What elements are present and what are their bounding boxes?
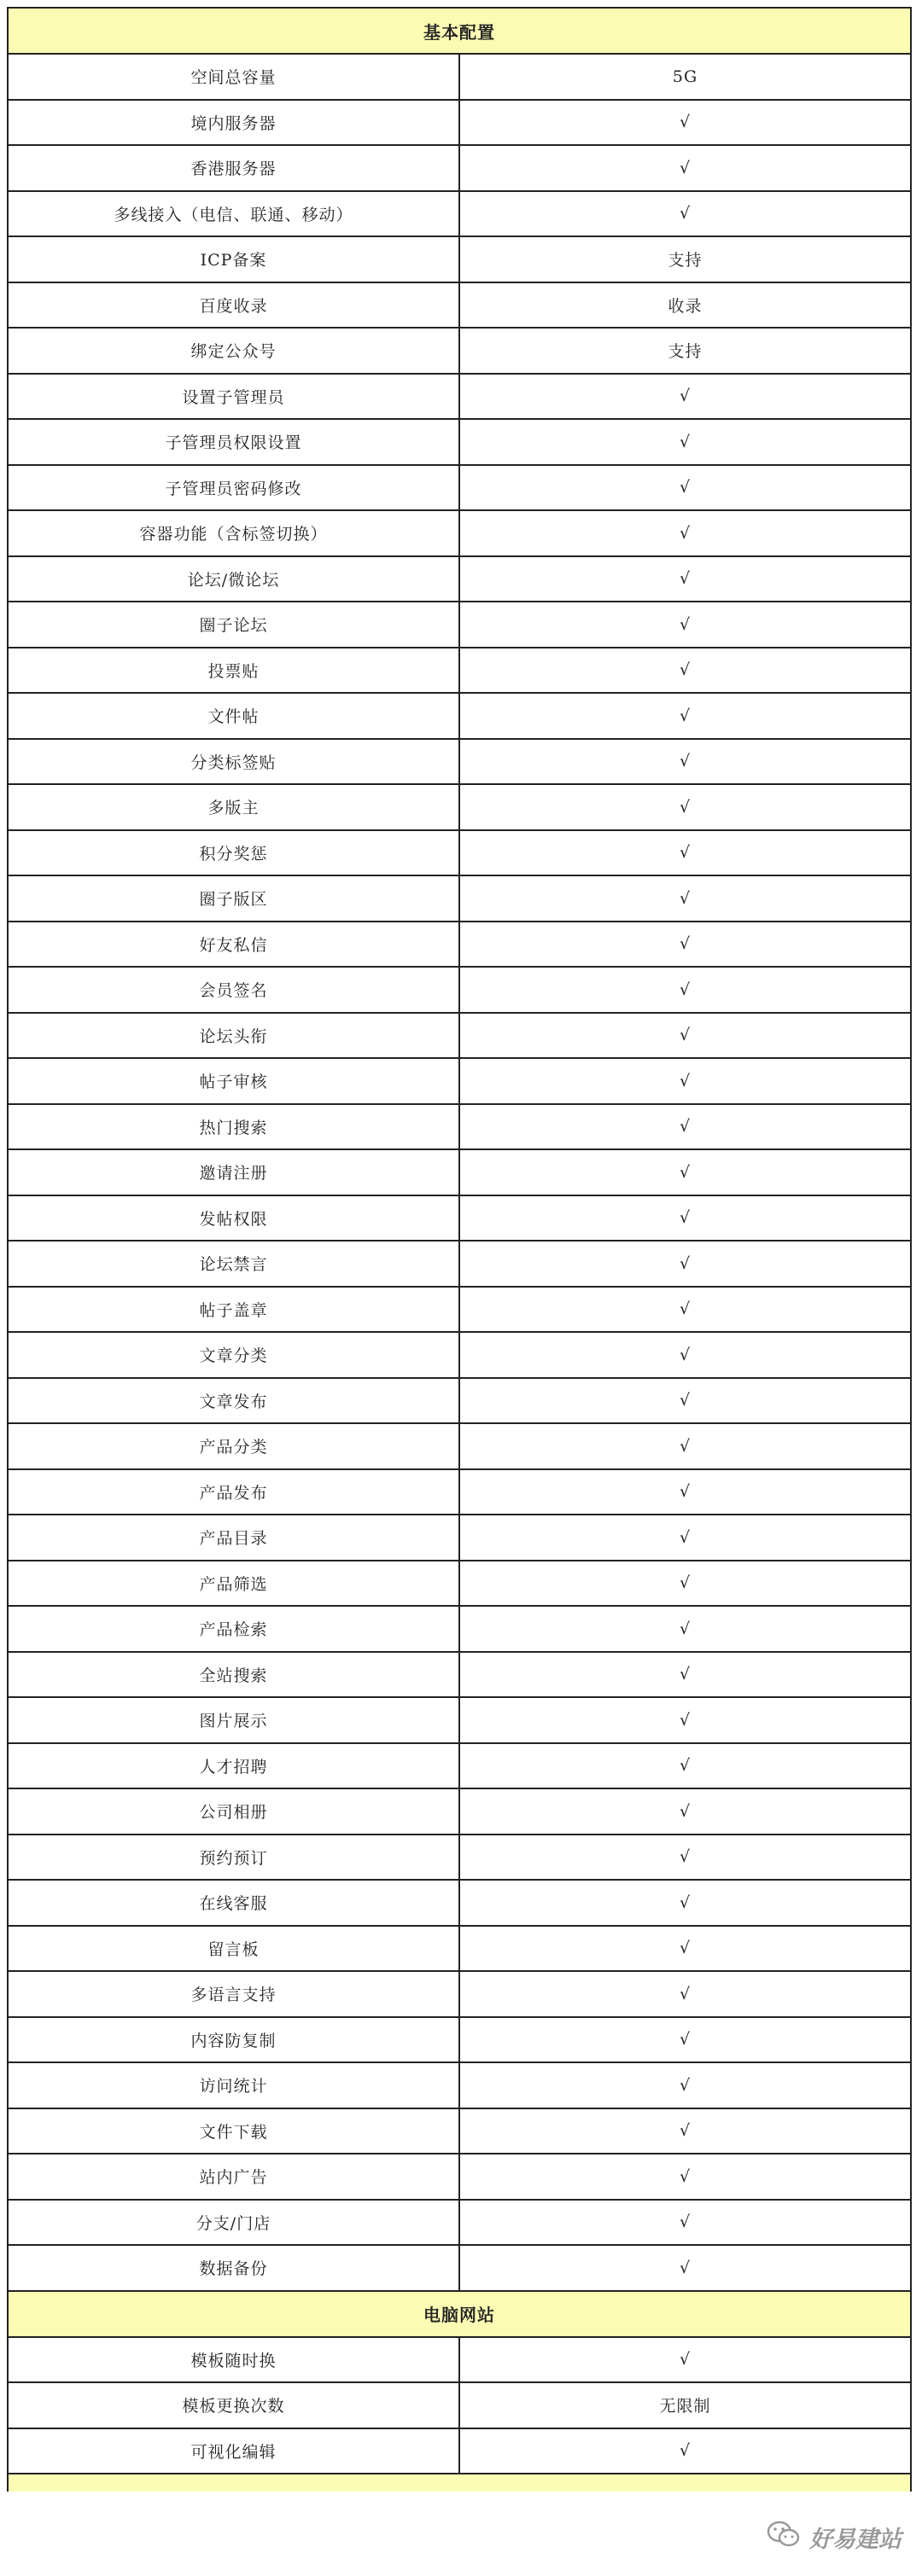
feature-label: 境内服务器 <box>8 100 459 146</box>
table-row <box>8 1058 911 1104</box>
feature-value: √ <box>459 1697 911 1743</box>
feature-value: √ <box>459 1561 911 1607</box>
feature-label: 文件帖 <box>8 693 459 739</box>
feature-value: √ <box>459 922 911 968</box>
feature-value: √ <box>459 1058 911 1104</box>
feature-value: √ <box>459 648 911 694</box>
feature-label: 百度收录 <box>8 282 459 329</box>
table-row <box>8 1561 911 1607</box>
table-row <box>8 1652 911 1698</box>
feature-value: √ <box>459 2154 911 2200</box>
feature-value: √ <box>459 1469 911 1515</box>
feature-label: 热门搜索 <box>8 1104 459 1150</box>
feature-label: 多语言支持 <box>8 1971 459 2017</box>
table-row <box>8 465 911 511</box>
feature-table-body <box>8 8 911 2492</box>
feature-value: √ <box>459 100 911 146</box>
feature-label: 访问统计 <box>8 2062 459 2108</box>
feature-label: 投票贴 <box>8 648 459 694</box>
feature-label: 香港服务器 <box>8 145 459 191</box>
feature-value: √ <box>459 145 911 191</box>
section-header-row <box>8 8 911 54</box>
spec-sheet <box>7 7 912 2492</box>
feature-value: 收录 <box>459 282 911 329</box>
table-row <box>8 1013 911 1059</box>
table-row <box>8 1423 911 1469</box>
table-row <box>8 693 911 739</box>
table-row <box>8 1880 911 1926</box>
table-row <box>8 1149 911 1195</box>
feature-value: √ <box>459 693 911 739</box>
feature-label: 会员签名 <box>8 967 459 1013</box>
feature-label: 帖子盖章 <box>8 1287 459 1333</box>
table-row <box>8 602 911 648</box>
table-row <box>8 967 911 1013</box>
feature-label: 多版主 <box>8 784 459 830</box>
feature-label: 预约预订 <box>8 1835 459 1881</box>
table-row <box>8 1606 911 1652</box>
table-row <box>8 328 911 374</box>
feature-label: 帖子审核 <box>8 1058 459 1104</box>
feature-value: √ <box>459 2200 911 2246</box>
feature-value: √ <box>459 1378 911 1424</box>
table-row <box>8 2200 911 2246</box>
table-row <box>8 419 911 465</box>
feature-value: √ <box>459 2337 911 2383</box>
feature-value: √ <box>459 1743 911 1789</box>
feature-value: √ <box>459 1515 911 1561</box>
table-row <box>8 374 911 420</box>
feature-value: √ <box>459 830 911 876</box>
table-row <box>8 2062 911 2108</box>
feature-label: 留言板 <box>8 1926 459 1972</box>
table-row <box>8 1971 911 2017</box>
table-row <box>8 1195 911 1241</box>
feature-label: 多线接入（电信、联通、移动） <box>8 191 459 237</box>
table-row <box>8 1287 911 1333</box>
wechat-icon <box>767 2521 801 2554</box>
table-row <box>8 1469 911 1515</box>
table-row <box>8 1743 911 1789</box>
feature-value: √ <box>459 1013 911 1059</box>
feature-label: 人才招聘 <box>8 1743 459 1789</box>
feature-label: 子管理员密码修改 <box>8 465 459 511</box>
table-row <box>8 2428 911 2474</box>
table-row <box>8 1378 911 1424</box>
feature-label: 全站搜索 <box>8 1652 459 1698</box>
section-title: 基本配置 <box>8 8 911 54</box>
table-row <box>8 2337 911 2383</box>
feature-value: √ <box>459 739 911 785</box>
table-row <box>8 510 911 556</box>
feature-value: √ <box>459 1788 911 1835</box>
feature-label: 好友私信 <box>8 922 459 968</box>
feature-value: √ <box>459 875 911 922</box>
table-row <box>8 191 911 237</box>
feature-label: 可视化编辑 <box>8 2428 459 2474</box>
table-row <box>8 145 911 191</box>
table-row <box>8 54 911 100</box>
feature-label: 子管理员权限设置 <box>8 419 459 465</box>
table-row <box>8 1926 911 1972</box>
feature-value: √ <box>459 2108 911 2154</box>
feature-label: 圈子论坛 <box>8 602 459 648</box>
feature-label: 在线客服 <box>8 1880 459 1926</box>
feature-label: 图片展示 <box>8 1697 459 1743</box>
feature-value: √ <box>459 2062 911 2108</box>
feature-label: 积分奖惩 <box>8 830 459 876</box>
feature-label: 模板随时换 <box>8 2337 459 2383</box>
table-row <box>8 236 911 282</box>
feature-label: 数据备份 <box>8 2245 459 2291</box>
table-row <box>8 556 911 602</box>
feature-value: √ <box>459 602 911 648</box>
feature-value: √ <box>459 1287 911 1333</box>
feature-value: √ <box>459 419 911 465</box>
feature-label: 产品分类 <box>8 1423 459 1469</box>
table-row <box>8 282 911 329</box>
feature-label: 邀请注册 <box>8 1149 459 1195</box>
table-row <box>8 2017 911 2063</box>
table-row <box>8 784 911 830</box>
feature-value: √ <box>459 2017 911 2063</box>
table-row <box>8 2382 911 2428</box>
feature-value: √ <box>459 967 911 1013</box>
table-row <box>8 1835 911 1881</box>
table-row <box>8 2154 911 2200</box>
feature-label: ICP备案 <box>8 236 459 282</box>
feature-value: √ <box>459 1149 911 1195</box>
feature-value: 支持 <box>459 236 911 282</box>
watermark <box>767 2521 902 2554</box>
table-row <box>8 1515 911 1561</box>
feature-label: 产品目录 <box>8 1515 459 1561</box>
feature-label: 论坛禁言 <box>8 1241 459 1287</box>
watermark-text: 好易建站 <box>809 2527 902 2553</box>
table-row <box>8 922 911 968</box>
section-header-row <box>8 2291 911 2337</box>
feature-label: 分类标签贴 <box>8 739 459 785</box>
table-row <box>8 875 911 922</box>
feature-label: 论坛头衔 <box>8 1013 459 1059</box>
table-row <box>8 1104 911 1150</box>
table-row <box>8 1788 911 1835</box>
feature-table <box>7 7 912 2492</box>
feature-value: √ <box>459 2428 911 2474</box>
feature-label: 产品检索 <box>8 1606 459 1652</box>
feature-value: √ <box>459 1880 911 1926</box>
feature-value: √ <box>459 1104 911 1150</box>
feature-label: 文章发布 <box>8 1378 459 1424</box>
feature-label: 产品发布 <box>8 1469 459 1515</box>
table-row <box>8 2108 911 2154</box>
feature-label: 圈子版区 <box>8 875 459 922</box>
feature-value: √ <box>459 1241 911 1287</box>
table-row <box>8 100 911 146</box>
feature-value: √ <box>459 556 911 602</box>
feature-value: √ <box>459 1195 911 1241</box>
feature-label: 文章分类 <box>8 1332 459 1378</box>
feature-label: 论坛/微论坛 <box>8 556 459 602</box>
table-row <box>8 1697 911 1743</box>
feature-value: √ <box>459 1332 911 1378</box>
feature-value: √ <box>459 374 911 420</box>
next-section-header-row <box>8 2474 911 2492</box>
table-row <box>8 830 911 876</box>
table-row <box>8 648 911 694</box>
feature-value: √ <box>459 1926 911 1972</box>
section-title: 电脑网站 <box>8 2291 911 2337</box>
next-section-header <box>8 2474 911 2492</box>
feature-label: 内容防复制 <box>8 2017 459 2063</box>
feature-label: 发帖权限 <box>8 1195 459 1241</box>
table-row <box>8 739 911 785</box>
feature-label: 分支/门店 <box>8 2200 459 2246</box>
feature-label: 模板更换次数 <box>8 2382 459 2428</box>
feature-label: 站内广告 <box>8 2154 459 2200</box>
feature-value: √ <box>459 1606 911 1652</box>
feature-value: √ <box>459 1423 911 1469</box>
feature-label: 容器功能（含标签切换） <box>8 510 459 556</box>
feature-value: 5G <box>459 54 911 100</box>
feature-value: √ <box>459 1971 911 2017</box>
feature-value: 支持 <box>459 328 911 374</box>
feature-label: 空间总容量 <box>8 54 459 100</box>
feature-value: √ <box>459 2245 911 2291</box>
feature-label: 绑定公众号 <box>8 328 459 374</box>
table-row <box>8 2245 911 2291</box>
table-row <box>8 1332 911 1378</box>
feature-label: 文件下载 <box>8 2108 459 2154</box>
feature-value: √ <box>459 191 911 237</box>
feature-value: √ <box>459 465 911 511</box>
feature-value: √ <box>459 1835 911 1881</box>
feature-label: 设置子管理员 <box>8 374 459 420</box>
table-row <box>8 1241 911 1287</box>
feature-value: √ <box>459 784 911 830</box>
feature-label: 产品筛选 <box>8 1561 459 1607</box>
feature-value: √ <box>459 1652 911 1698</box>
feature-value: √ <box>459 510 911 556</box>
feature-value: 无限制 <box>459 2382 911 2428</box>
feature-label: 公司相册 <box>8 1788 459 1835</box>
